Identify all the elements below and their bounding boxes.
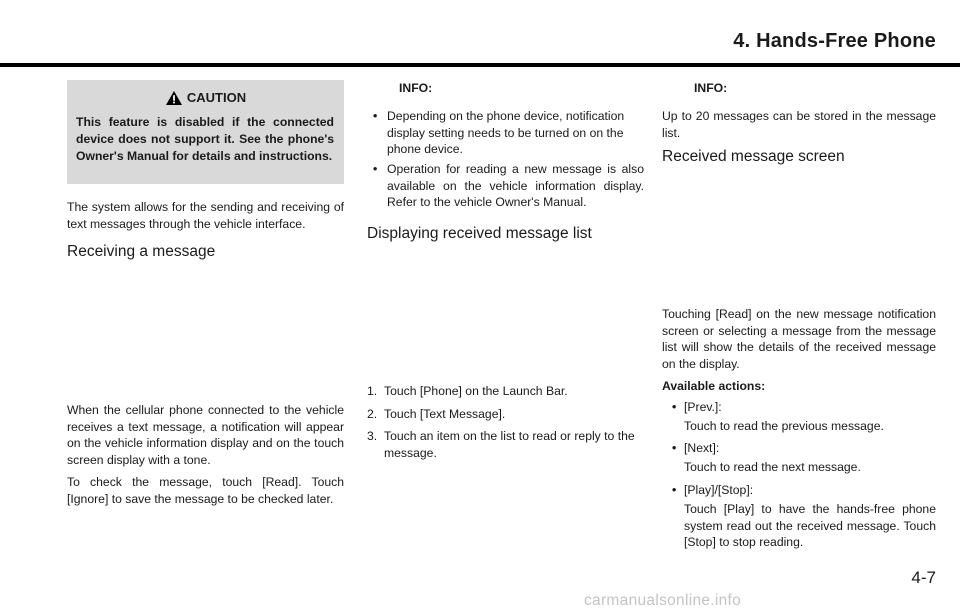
caution-box	[67, 80, 344, 184]
col1-intro	[67, 199, 344, 232]
receiving-paragraph-2: To check the message, touch [Read]. Touch [Ignore] to save the message to be checked later.	[67, 475, 344, 506]
action-desc: Touch [Play] to have the hands-free phone system read out the received message. Touch [Stop] to stop reading.	[684, 502, 936, 550]
bullet-dot: •	[672, 400, 677, 414]
info-bullet-2	[367, 161, 644, 213]
bullet-dot: •	[373, 109, 378, 123]
warning-triangle-icon	[165, 90, 183, 106]
action-label: [Next]:	[684, 441, 720, 455]
action-desc: Touch to read the previous message.	[684, 419, 884, 433]
info-title-col2: INFO:	[399, 81, 433, 95]
info-text-col3	[662, 108, 936, 141]
info-text: Up to 20 messages can be stored in the message list.	[662, 109, 936, 140]
chapter-title: 4. Hands-Free Phone	[733, 30, 936, 52]
step-text: Touch [Phone] on the Launch Bar.	[384, 384, 568, 398]
action-play-stop	[662, 482, 936, 552]
available-actions-title: Available actions:	[662, 379, 766, 394]
step-number: 2.	[367, 407, 378, 421]
intro-paragraph: The system allows for the sending and receiving of text messages through the vehicle interface.	[67, 200, 344, 231]
bullet-text: Operation for reading a new message is also available on the vehicle information display. Refer to the vehicle Owner's Manual.	[387, 162, 644, 210]
step-3	[367, 428, 644, 464]
step-number: 3.	[367, 429, 378, 443]
caution-text: This feature is disabled if the connected device does not support it. See the phone's Owner's Manual for details and instructions.	[76, 115, 334, 163]
col3-body	[662, 306, 936, 395]
receiving-paragraph-1: When the cellular phone connected to the vehicle receives a text message, a notification will appear on the vehicle information display and on the touch screen display with a tone.	[67, 403, 344, 467]
received-message-heading: Received message screen	[662, 148, 845, 165]
action-label: [Prev.]:	[684, 400, 722, 414]
page-number: 4-7	[911, 568, 936, 587]
step-2	[367, 406, 644, 424]
info-title-col3: INFO:	[694, 81, 728, 95]
bullet-text: Depending on the phone device, notification display setting needs to be turned on on the phone device.	[387, 109, 625, 157]
displaying-list-heading: Displaying received message list	[367, 225, 592, 242]
watermark: carmanualsonline.info	[584, 592, 742, 609]
col1-body	[67, 402, 344, 508]
receiving-heading: Receiving a message	[67, 243, 216, 260]
bullet-dot: •	[373, 162, 378, 176]
action-next	[662, 440, 936, 478]
caution-title-row	[67, 90, 344, 106]
bullet-dot: •	[672, 441, 677, 455]
step-text: Touch [Text Message].	[384, 407, 506, 421]
step-number: 1.	[367, 384, 378, 398]
info-bullet-1	[367, 108, 644, 157]
caution-title: CAUTION	[186, 90, 247, 105]
action-label: [Play]/[Stop]:	[684, 483, 754, 497]
page-header	[0, 0, 960, 66]
header-rule	[0, 63, 960, 67]
bullet-dot: •	[672, 483, 677, 497]
step-text: Touch an item on the list to read or reply to the message.	[384, 429, 635, 460]
step-1	[367, 383, 644, 401]
action-prev	[662, 399, 936, 437]
received-screen-paragraph: Touching [Read] on the new message notification screen or selecting a message from the message list will show the details of the received message on the display.	[662, 307, 936, 371]
action-desc: Touch to read the next message.	[684, 460, 861, 474]
